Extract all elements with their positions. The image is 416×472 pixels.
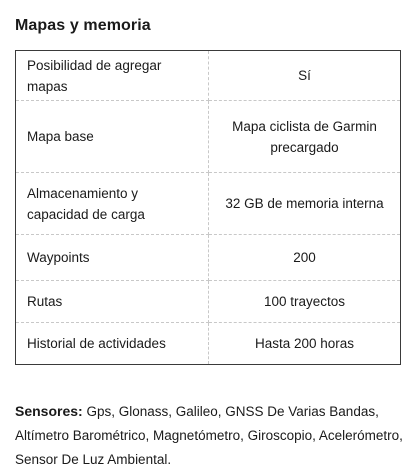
spec-label: Almacenamiento y capacidad de carga [16, 173, 209, 235]
specs-table [15, 50, 401, 365]
spec-row-activity-history [16, 323, 401, 365]
spec-row-waypoints [16, 235, 401, 281]
spec-label: Posibilidad de agregar mapas [16, 51, 209, 101]
spec-value: Sí [209, 51, 401, 101]
sensors-list: Gps, Glonass, Galileo, GNSS De Varias Bandas, Altímetro Barométrico, Magnetómetro, Giroscopio, Acelerómetro, Sensor De Luz Ambiental. [15, 404, 403, 467]
section-title: Mapas y memoria [15, 17, 151, 34]
spec-value: 32 GB de memoria interna [209, 173, 401, 235]
spec-row-base-map [16, 101, 401, 173]
spec-value: Mapa ciclista de Garmin precargado [209, 101, 401, 173]
spec-value: 200 [209, 235, 401, 281]
spec-label: Waypoints [16, 235, 209, 281]
spec-label: Historial de actividades [16, 323, 209, 365]
spec-value: 100 trayectos [209, 281, 401, 323]
spec-row-routes [16, 281, 401, 323]
spec-label: Mapa base [16, 101, 209, 173]
sensors-label: Sensores: [15, 403, 83, 419]
spec-label: Rutas [16, 281, 209, 323]
spec-value: Hasta 200 horas [209, 323, 401, 365]
sensors-paragraph [15, 399, 405, 472]
spec-row-storage [16, 173, 401, 235]
spec-row-map-addition [16, 51, 401, 101]
